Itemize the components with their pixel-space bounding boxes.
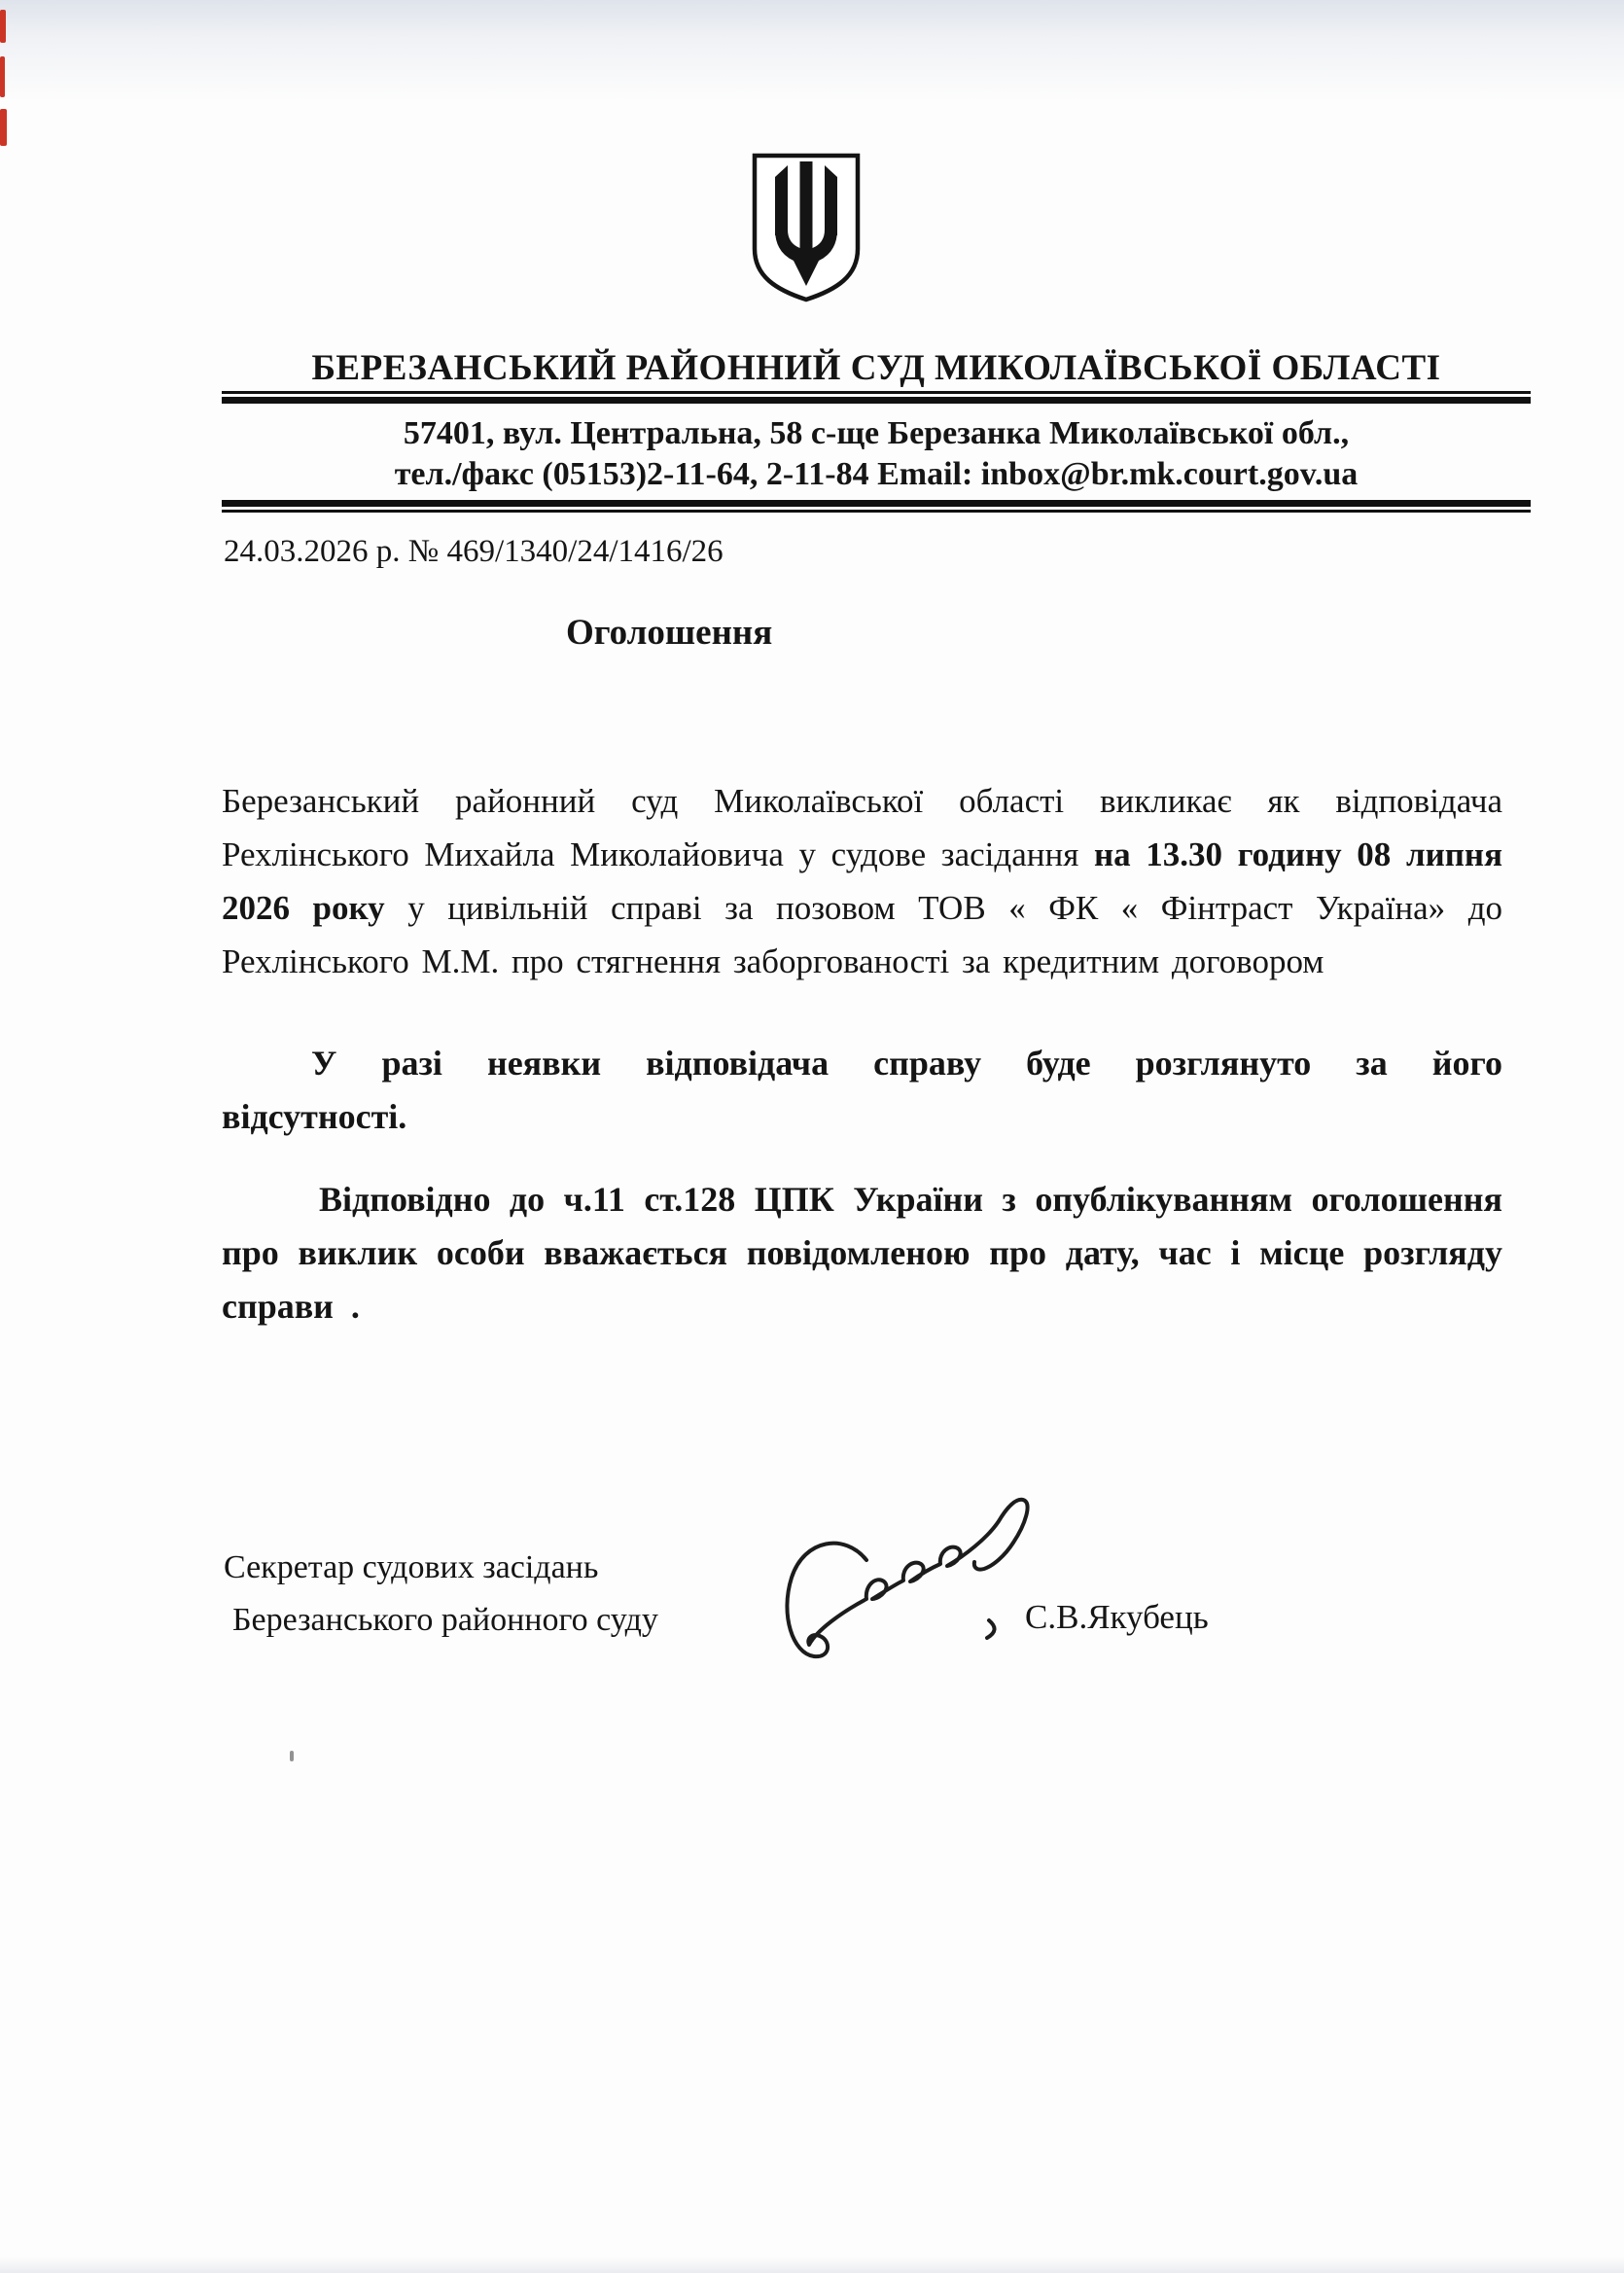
scan-speck [290, 1751, 294, 1761]
court-name: БЕРЕЗАНСЬКИЙ РАЙОННИЙ СУД МИКОЛАЇВСЬКОЇ ОБЛАСТІ [311, 348, 1441, 388]
paragraph-legal-basis: Відповідно до ч.11 ст.128 ЦПК України з опублікуванням оголошення про виклик особи вважається повідомленою про дату, час і місце розгляду справи . [222, 1180, 1502, 1326]
ukraine-trident-emblem-icon [747, 152, 865, 303]
scan-edge-shading-bottom [0, 2257, 1624, 2273]
paragraph-summons-part3: у цивільній справі за позовом ТОВ « ФК « Фінтраст Україна» до Рехлінського М.М. про стягнення заборгованості за кредитним договором [222, 889, 1503, 980]
signatory-role [224, 1542, 658, 1647]
letterhead-rule-top [222, 391, 1531, 404]
handwritten-signature-icon [773, 1484, 1075, 1667]
scan-edge-shading [0, 0, 1624, 126]
court-contacts: тел./факс (05153)2-11-64, 2-11-84 Email: inbox@br.mk.court.gov.ua [394, 456, 1359, 492]
scan-artifact-red-mark [0, 10, 6, 43]
signatory-role-line1: Секретар судових засідань [224, 1549, 599, 1585]
document-title: Оголошення [566, 613, 773, 653]
date-and-case-number: 24.03.2026 р. № 469/1340/24/1416/26 [224, 534, 724, 569]
signatory-name: С.В.Якубець [1025, 1598, 1209, 1636]
signatory-role-line2: Березанського районного суду [232, 1602, 658, 1638]
paragraph-absence-warning: У разі неявки відповідача справу буде розглянуто за його відсутності. [222, 1044, 1502, 1136]
court-address: 57401, вул. Центральна, 58 с-ще Березанка Миколаївської обл., [403, 415, 1350, 451]
letterhead [222, 348, 1531, 513]
scan-artifact-red-mark [0, 109, 7, 146]
scan-artifact-red-mark [0, 56, 5, 97]
paragraph-summons-datetime: на 13.30 годину 08 липня 2026 року [222, 835, 1503, 927]
paragraph-summons [222, 774, 1502, 988]
paragraph-summons-part1: Березанський районний суд Миколаївської області викликає як відповідача Рехлінського Михайла Миколайовича у судове засідання [222, 782, 1502, 873]
letterhead-rule-bottom [222, 500, 1531, 513]
